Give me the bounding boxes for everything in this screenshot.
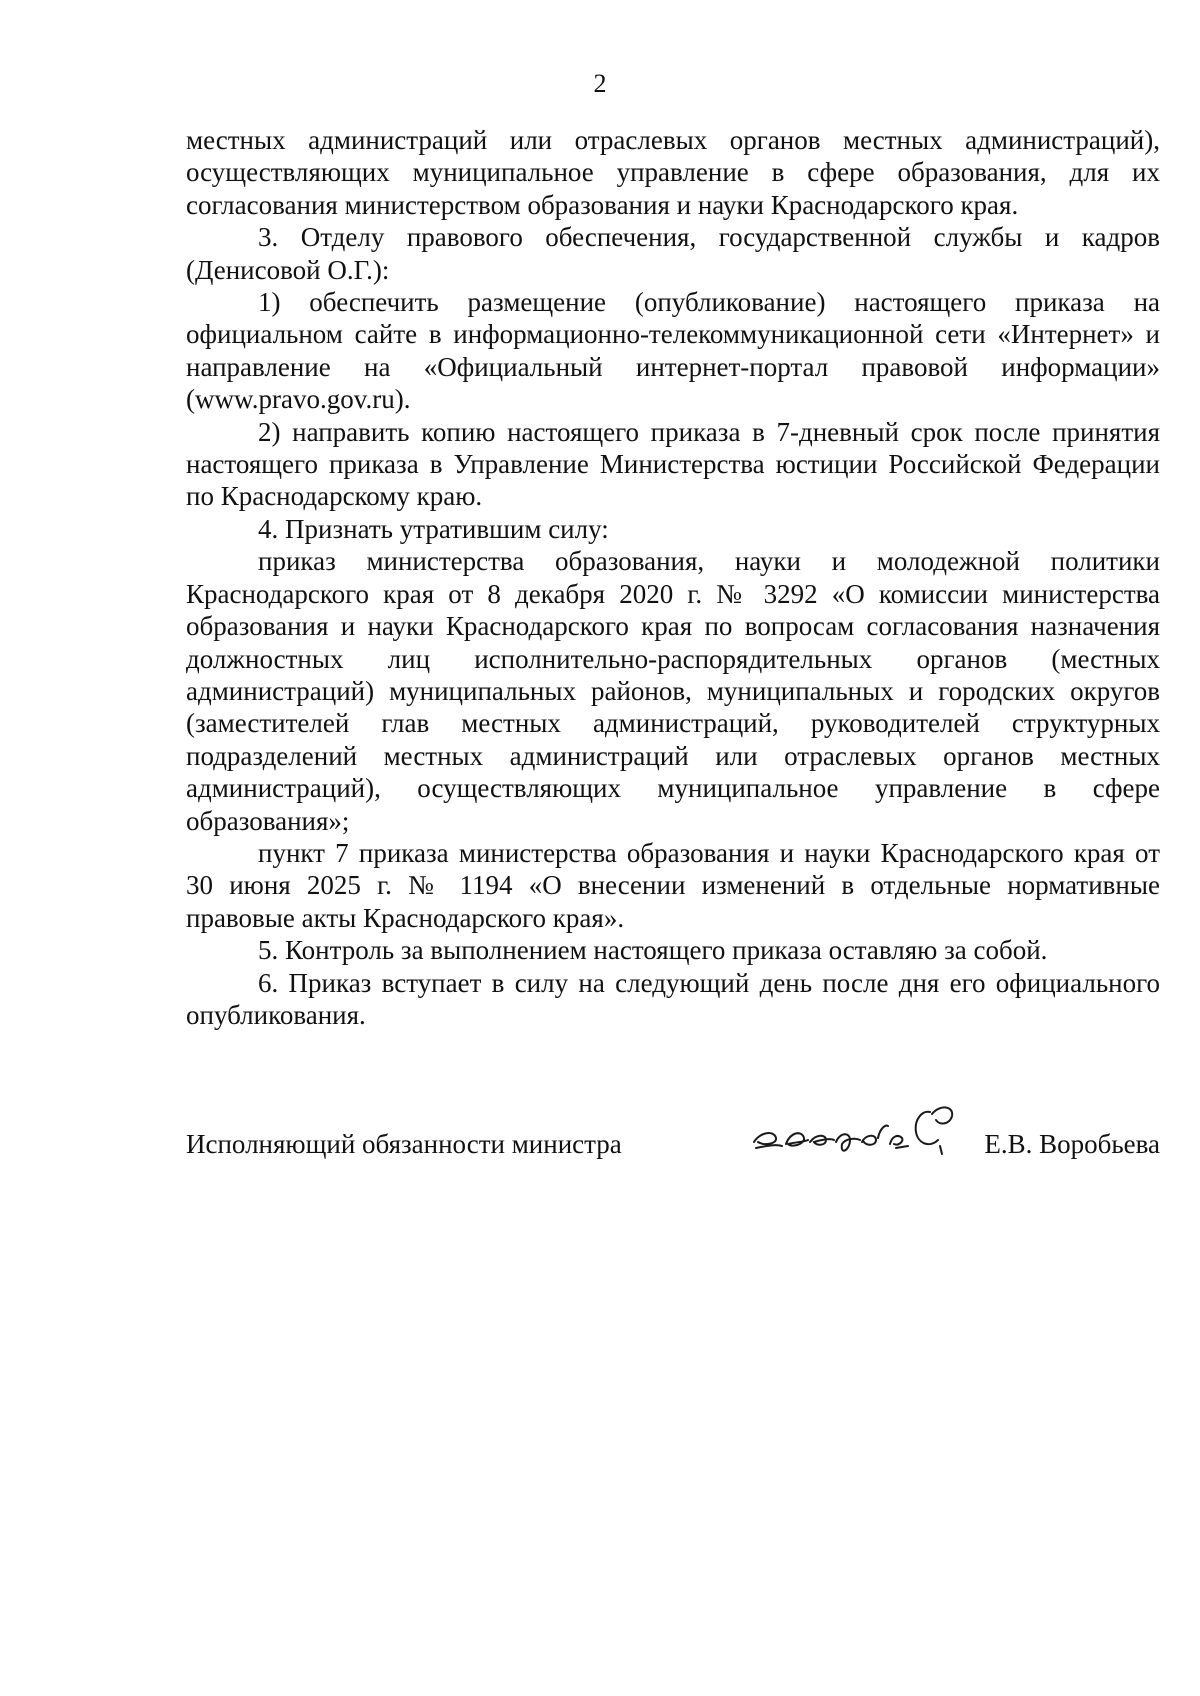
paragraph-continuation: местных администраций или отраслевых органов местных администраций), осуществляющих муниципальное управление в сфере образования, для их согласования министерством образования и науки Краснодарского края.	[186, 125, 1160, 220]
signature-block	[186, 1108, 1160, 1168]
paragraph-subitem-2: 2) направить копию настоящего приказа в 7-дневный срок после принятия настоящего приказа в Управление Министерства юстиции Российской Федерации по Краснодарскому краю.	[186, 416, 1160, 512]
paragraph-subitem-1: 1) обеспечить размещение (опубликование) настоящего приказа на официальном сайте в информационно-телекоммуникационной сети «Интернет» и направление на «Официальный интернет-портал правовой информации» (www.pravo.gov.ru).	[186, 287, 1160, 415]
handwritten-signature	[746, 1098, 986, 1168]
paragraph-item-6: 6. Приказ вступает в силу на следующий день после дня его официального опубликования.	[186, 967, 1160, 1030]
paragraph-repealed-order-1: приказ министерства образования, науки и молодежной политики Краснодарского края от 8 декабря 2020 г. № 3292 «О комиссии министерства образования и науки Краснодарского края по вопросам согласования назначения должностных лиц исполнительно-распорядительных органов (местных администраций) муниципальных районов, муниципальных и городских округов (заместителей глав местных администраций, руководителей структурных подразделений местных администраций или отраслевых органов местных администраций), осуществляющих муниципальное управление в сфере образования»;	[186, 546, 1160, 836]
paragraph-item-3: 3. Отделу правового обеспечения, государственной службы и кадров (Денисовой О.Г.):	[186, 222, 1160, 285]
paragraph-item-5: 5. Контроль за выполнением настоящего приказа оставляю за собой.	[258, 935, 1048, 966]
signer-title: Исполняющий обязанности министра	[186, 1129, 622, 1159]
paragraph-repealed-order-2: пункт 7 приказа министерства образования и науки Краснодарского края от 30 июня 2025 г. № 1194 «О внесении изменений в отдельные нормативные правовые акты Краснодарского края».	[186, 837, 1160, 933]
signer-name: Е.В. Воробьева	[984, 1129, 1160, 1159]
document-body	[186, 124, 1160, 1031]
paragraph-item-4: 4. Признать утратившим силу:	[258, 513, 609, 544]
page-number: 2	[593, 69, 607, 98]
